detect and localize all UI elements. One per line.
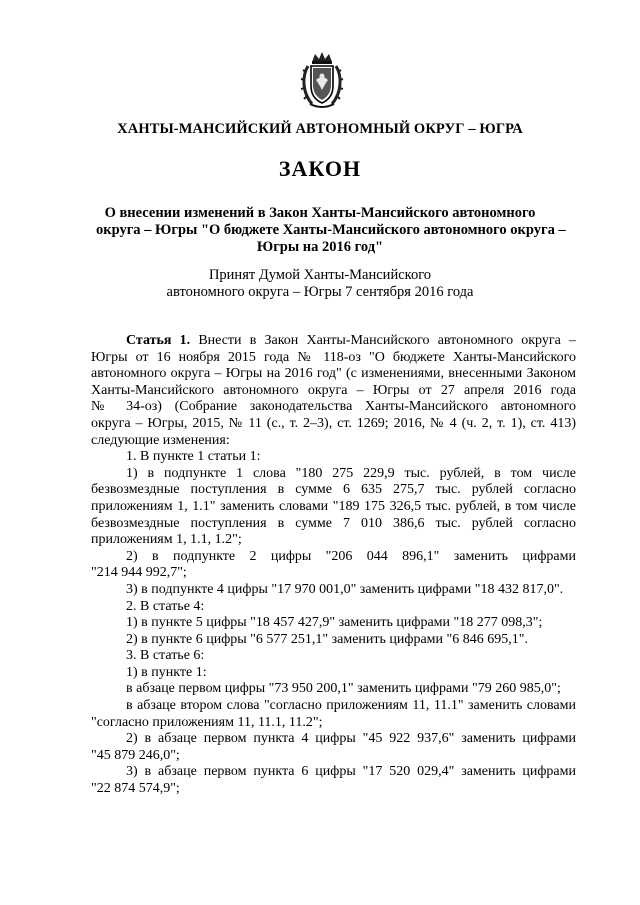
body-line: безвозмездные поступления в сумме 6 635 275,7 тыс. рублей согласно <box>91 482 576 498</box>
body-line: 1. В пункте 1 статьи 1: <box>126 449 261 465</box>
law-subject <box>96 205 566 256</box>
body-line: 2) в подпункте 2 цифры "206 044 896,1" заменить цифрами <box>126 548 576 564</box>
body-line: 3) в подпункте 4 цифры "17 970 001,0" заменить цифрами "18 432 817,0". <box>126 581 564 597</box>
body-line: "45 879 246,0"; <box>91 747 180 763</box>
body-line: 3. В статье 6: <box>126 648 205 664</box>
article-label: Статья 1. <box>126 333 191 348</box>
body-line: автономного округа – Югры на 2016 год" (с изменениями, внесенными Законом <box>91 366 576 382</box>
body-line: 3) в абзаце первом пункта 6 цифры "17 520 029,4" заменить цифрами <box>126 764 576 780</box>
body-line: округа – Югры, 2015, № 11 (с., т. 2–3), ст. 1269; 2016, № 4 (ч. 2, т. 1), ст. 413) <box>91 415 576 431</box>
body-line: приложениям 1, 1.1" заменить словами "189 175 326,5 тыс. рублей, в том числе <box>91 498 576 514</box>
body-line: "22 874 574,9"; <box>91 781 180 797</box>
article-text: Внести в Закон Ханты-Мансийского автономного округа – <box>198 333 576 348</box>
document-type-title: ЗАКОН <box>278 156 362 181</box>
body-line: "214 944 992,7"; <box>91 565 187 581</box>
body-line: № 34-оз) (Собрание законодательства Ханты-Мансийского автономного <box>91 399 576 415</box>
body-line: приложениям 1, 1.1, 1.2"; <box>91 532 242 548</box>
body-line: в абзаце втором слова "согласно приложениям 11, 11.1" заменить словами <box>126 698 576 714</box>
subject-line: округа – Югры "О бюджете Ханты-Мансийского автономного округа – <box>96 222 566 238</box>
coat-of-arms-icon <box>298 50 346 110</box>
body-line: 1) в подпункте 1 слова "180 275 229,9 тыс. рублей, в том числе <box>126 465 576 481</box>
body-line: Югры от 16 ноября 2015 года № 118-оз "О бюджете Ханты-Мансийского <box>91 349 576 365</box>
law-body <box>91 333 576 798</box>
adoption-note <box>0 267 640 301</box>
body-line: Ханты-Мансийского автономного округа – Югры от 27 апреля 2016 года <box>91 382 576 398</box>
body-line: "согласно приложениям 11, 11.1, 11.2"; <box>91 714 323 730</box>
adoption-line: Принят Думой Ханты-Мансийского <box>208 267 432 283</box>
subject-line: Югры на 2016 год" <box>256 239 384 255</box>
body-line: безвозмездные поступления в сумме 7 010 386,6 тыс. рублей согласно <box>91 515 576 531</box>
adoption-line: автономного округа – Югры 7 сентября 2016 года <box>166 284 474 300</box>
body-line: 2) в пункте 6 цифры "6 577 251,1" заменить цифрами "6 846 695,1". <box>126 631 528 647</box>
body-line: в абзаце первом цифры "73 950 200,1" заменить цифрами "79 260 985,0"; <box>126 681 561 697</box>
subject-line: О внесении изменений в Закон Ханты-Мансийского автономного <box>104 205 536 221</box>
body-line: следующие изменения: <box>91 432 230 448</box>
body-line: 2) в абзаце первом пункта 4 цифры "45 922 937,6" заменить цифрами <box>126 731 576 747</box>
region-heading: ХАНТЫ-МАНСИЙСКИЙ АВТОНОМНЫЙ ОКРУГ – ЮГРА <box>117 121 523 137</box>
body-line: 1) в пункте 1: <box>126 664 207 680</box>
article-first-line <box>91 333 576 350</box>
body-line: 1) в пункте 5 цифры "18 457 427,9" заменить цифрами "18 277 098,3"; <box>126 615 543 631</box>
body-line: 2. В статье 4: <box>126 598 205 614</box>
